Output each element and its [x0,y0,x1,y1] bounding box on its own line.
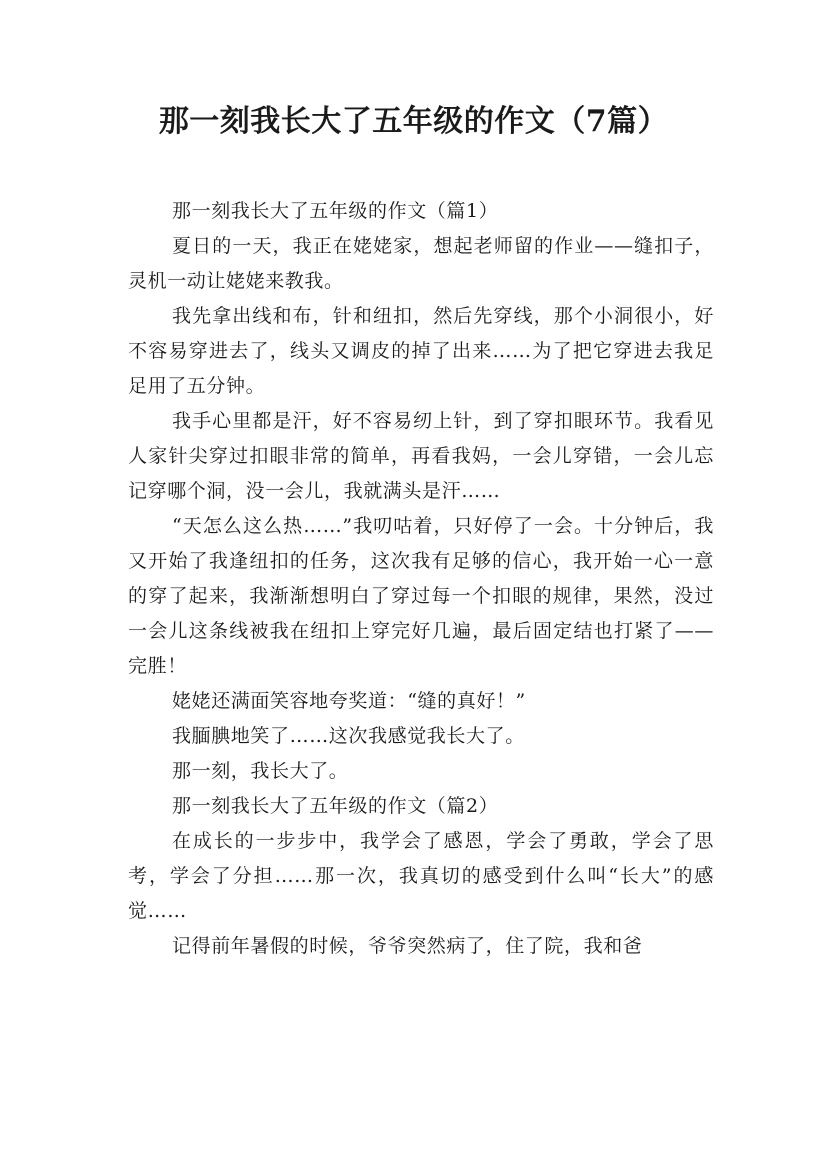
paragraph: “天怎么这么热……”我叨咕着，只好停了一会。十分钟后，我又开始了我逢纽扣的任务，这次我有足够的信心，我开始一心一意的穿了起来，我渐渐想明白了穿过每一个扣眼的规律，果然，没过一会儿这条线被我在纽扣上穿完好几遍，最后固定结也打紧了——完胜！ [128,515,714,677]
heading-essay-1: 那一刻我长大了五年级的作文（篇1） [172,200,499,222]
paragraph: 我手心里都是汗，好不容易纫上针，到了穿扣眼环节。我看见人家针尖穿过扣眼非常的简单，再看我妈，一会儿穿错，一会儿忘记穿哪个洞，没一会儿，我就满头是汗…… [128,410,714,502]
paragraph: 记得前年暑假的时候，爷爷突然病了，住了院，我和爸 [172,935,643,957]
heading-essay-2: 那一刻我长大了五年级的作文（篇2） [172,795,499,817]
paragraph: 姥姥还满面笑容地夸奖道：“缝的真好！” [172,690,526,712]
paragraph: 我先拿出线和布，针和纽扣，然后先穿线，那个小洞很小，好不容易穿进去了，线头又调皮的掉了出来……为了把它穿进去我足足用了五分钟。 [128,305,714,397]
paragraph: 那一刻，我长大了。 [172,760,349,782]
document-title: 那一刻我长大了五年级的作文（7篇） [158,104,669,139]
paragraph: 我腼腆地笑了……这次我感觉我长大了。 [172,725,525,747]
paragraph: 夏日的一天，我正在姥姥家，想起老师留的作业——缝扣子，灵机一动让姥姥来教我。 [128,235,714,292]
paragraph: 在成长的一步步中，我学会了感恩，学会了勇敢，学会了思考，学会了分担……那一次，我真切的感受到什么叫“长大”的感觉…… [128,830,714,922]
document-body [128,194,714,964]
